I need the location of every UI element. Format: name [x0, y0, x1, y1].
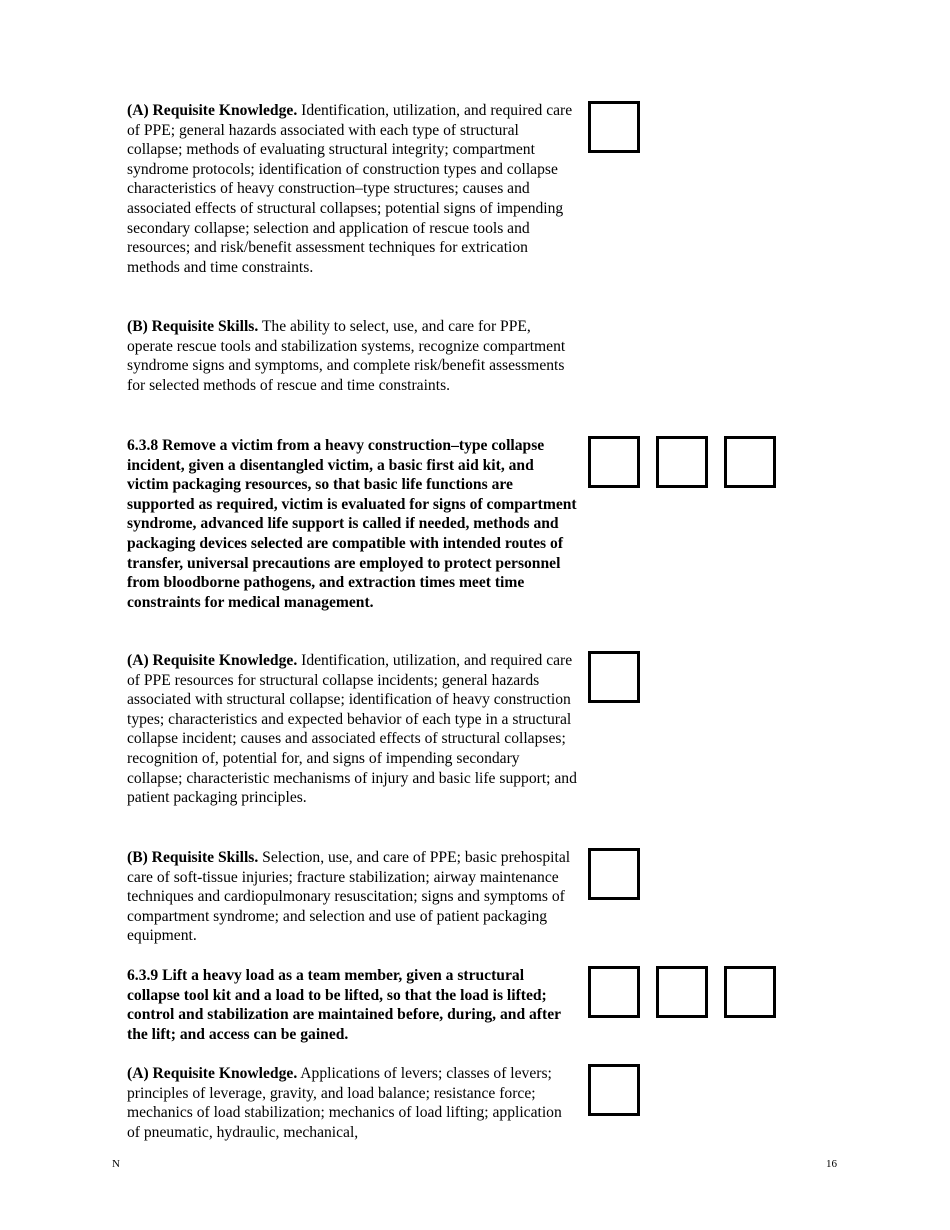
- checkbox[interactable]: [588, 651, 640, 703]
- skills-label: (B) Requisite Skills.: [127, 849, 259, 866]
- checkbox[interactable]: [656, 966, 708, 1018]
- checkbox[interactable]: [724, 436, 776, 488]
- knowledge-label: (A) Requisite Knowledge.: [127, 652, 298, 669]
- skills-text: Selection, use, and care of PPE; basic prehospital care of soft-tissue injuries; fracture stabilization; airway maintenance techniques and cardiopulmonary resuscitation; signs and symptoms of compartment syndrome; and selection and use of patient packaging equipment.: [127, 849, 571, 945]
- requirement-6-3-9: [127, 966, 577, 1044]
- checkbox-group-knowledge-6-3-8: [588, 651, 640, 703]
- checkbox[interactable]: [588, 848, 640, 900]
- checkbox-group-6-3-9: [588, 966, 776, 1018]
- checkbox-group-skills-6-3-8: [588, 848, 640, 900]
- skills-paragraph-6-3-8: [127, 848, 577, 946]
- checkbox[interactable]: [588, 436, 640, 488]
- checkbox[interactable]: [724, 966, 776, 1018]
- checkbox-group-knowledge-6-3-9: [588, 1064, 640, 1116]
- knowledge-label: (A) Requisite Knowledge.: [127, 102, 298, 119]
- knowledge-text: Applications of levers; classes of levers; principles of leverage, gravity, and load balance; resistance force; mechanics of load stabilization; mechanics of load lifting; application of pneumatic, hydraulic, mechanical,: [127, 1065, 562, 1141]
- skills-paragraph-6-3-7: [127, 317, 577, 395]
- checkbox[interactable]: [588, 101, 640, 153]
- checkbox[interactable]: [588, 1064, 640, 1116]
- checkbox[interactable]: [588, 966, 640, 1018]
- requirement-text: 6.3.9 Lift a heavy load as a team member, given a structural collapse tool kit and a load to be lifted, so that the load is lifted; control and stabilization are maintained before, during, and after the lift; and access can be gained.: [127, 967, 561, 1043]
- knowledge-label: (A) Requisite Knowledge.: [127, 1065, 298, 1082]
- knowledge-paragraph-6-3-7: [127, 101, 577, 277]
- knowledge-text: Identification, utilization, and required care of PPE resources for structural collapse incidents; general hazards associated with structural collapse; identification of heavy construction types; characteristics and expected behavior of each type in a structural collapse incident; causes and associated effects of structural collapses; recognition of, potential for, and signs of impending secondary collapse; characteristic mechanisms of injury and basic life support; and patient packaging principles.: [127, 652, 577, 807]
- checkbox[interactable]: [656, 436, 708, 488]
- checkbox-group-knowledge-6-3-7: [588, 101, 640, 153]
- requirement-text: 6.3.8 Remove a victim from a heavy construction–type collapse incident, given a disentangled victim, a basic first aid kit, and victim packaging resources, so that basic life functions are supported as required, victim is evaluated for signs of compartment syndrome, advanced life support is called if needed, methods and packaging devices selected are compatible with intended routes of transfer, universal precautions are employed to protect personnel from bloodborne pathogens, and extraction times meet time constraints for medical management.: [127, 437, 577, 611]
- skills-label: (B) Requisite Skills.: [127, 318, 259, 335]
- requirement-6-3-8: [127, 436, 577, 612]
- skills-text: The ability to select, use, and care for PPE, operate rescue tools and stabilization systems, recognize compartment syndrome signs and symptoms, and complete risk/benefit assessments for selected methods of rescue and time constraints.: [127, 318, 566, 394]
- checkbox-group-6-3-8: [588, 436, 776, 488]
- knowledge-paragraph-6-3-8: [127, 651, 577, 808]
- page-number: 16: [826, 1158, 837, 1170]
- knowledge-paragraph-6-3-9: [127, 1064, 577, 1142]
- footer-left-mark: N: [112, 1158, 120, 1170]
- knowledge-text: Identification, utilization, and required care of PPE; general hazards associated with each type of structural collapse; methods of evaluating structural integrity; compartment syndrome protocols; identification of construction types and collapse characteristics of heavy construction–type structures; causes and associated effects of structural collapses; potential signs of impending secondary collapse; selection and application of rescue tools and resources; and risk/benefit assessment techniques for extrication methods and time constraints.: [127, 102, 573, 276]
